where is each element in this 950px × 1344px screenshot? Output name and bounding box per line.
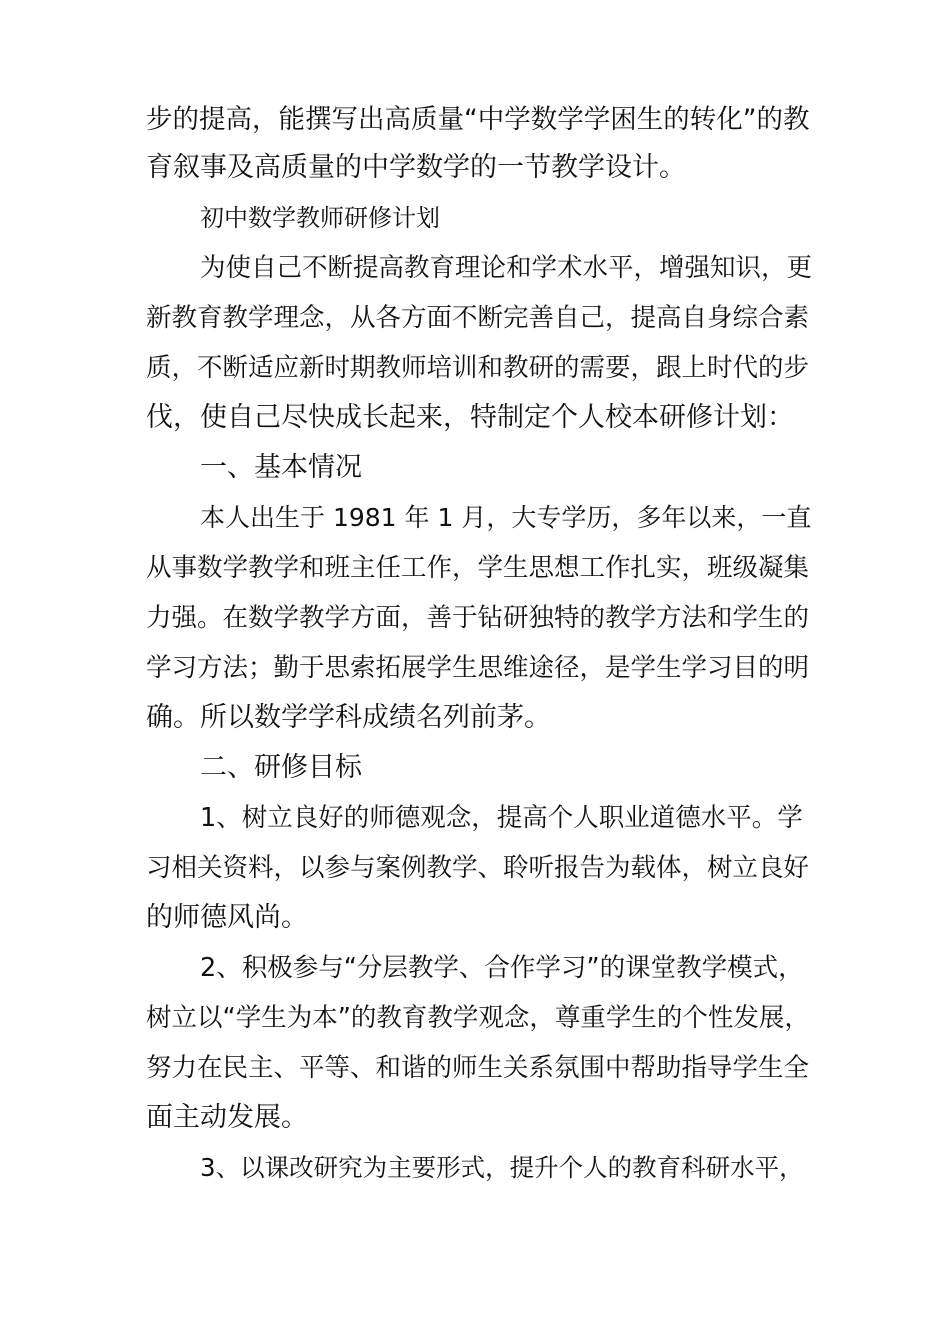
body-text-line: 面主动发展。 (146, 1102, 308, 1133)
body-text-line: 伐，使自己尽快成长起来，特制定个人校本研修计划： (146, 402, 794, 433)
body-text-line: 质，不断适应新时期教师培训和教研的需要，跟上时代的步 (146, 353, 810, 383)
body-text-line: 树立以“学生为本”的教育教学观念，尊重学生的个性发展， (146, 1003, 810, 1033)
body-text-line: 3、以课改研究为主要形式，提升个人的教育科研水平， (200, 1153, 804, 1182)
body-text-line: 新教育教学理念，从各方面不断完善自己，提高自身综合素 (146, 303, 810, 333)
body-text-line: 育叙事及高质量的中学数学的一节教学设计。 (146, 152, 686, 183)
section-title: 初中数学教师研修计划 (200, 204, 440, 232)
body-text-line: 从事数学教学和班主任工作，学生思想工作扎实，班级凝集 (146, 553, 810, 583)
section-heading: 二、研修目标 (200, 752, 362, 783)
body-text-line: 1、树立良好的师德观念，提高个人职业道德水平。学 (200, 803, 803, 833)
body-text-line: 习相关资料，以参与案例教学、聆听报告为载体，树立良好 (146, 853, 810, 883)
body-text-line: 努力在民主、平等、和谐的师生关系氛围中帮助指导学生全 (146, 1053, 810, 1083)
body-text-line: 力强。在数学教学方面，善于钻研独特的教学方法和学生的 (146, 603, 810, 633)
body-text-line: 为使自己不断提高教育理论和学术水平，增强知识，更 (200, 253, 813, 283)
body-text-line: 2、积极参与“分层教学、合作学习”的课堂教学模式， (200, 953, 804, 983)
body-text-line: 的师德风尚。 (146, 902, 308, 933)
body-text-line: 学习方法；勤于思索拓展学生思维途径，是学生学习目的明 (146, 653, 810, 683)
body-text-line: 确。所以数学学科成绩名列前茅。 (146, 702, 551, 733)
section-heading: 一、基本情况 (200, 452, 362, 483)
body-text-line: 本人出生于 1981 年 1 月，大专学历，多年以来，一直 (200, 503, 812, 532)
body-text-line: 步的提高，能撰写出高质量“中学数学学困生的转化”的教 (146, 104, 810, 135)
